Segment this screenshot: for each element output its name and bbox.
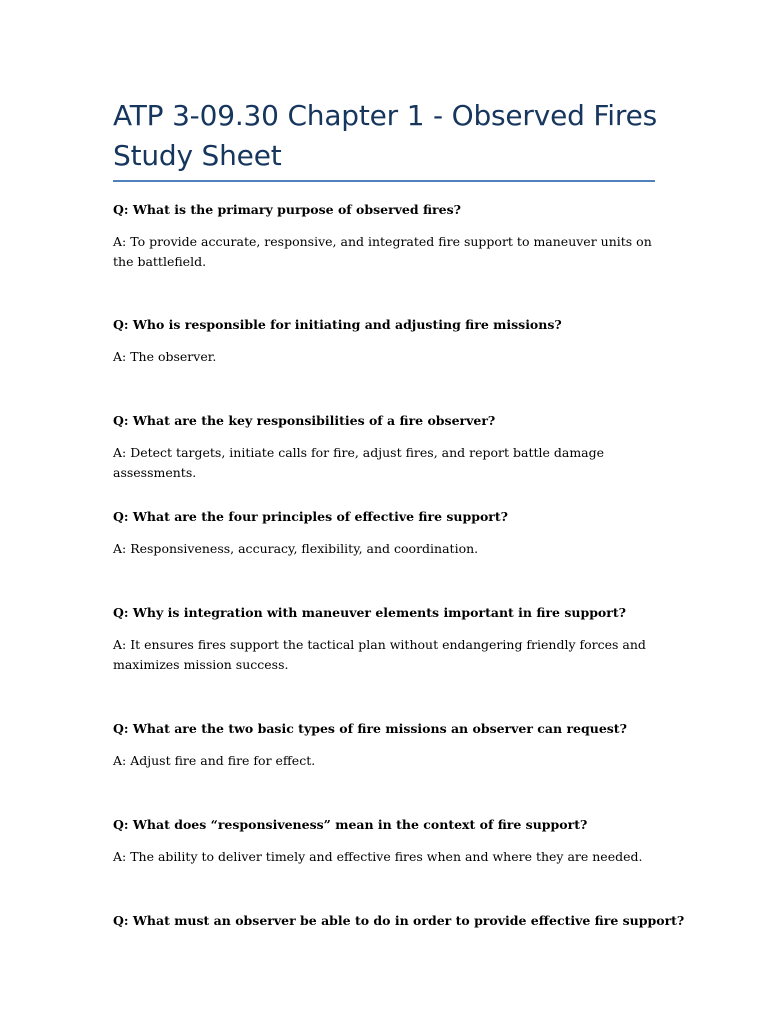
question: Q: What are the key responsibilities of a fire observer? <box>113 413 496 428</box>
qa-item <box>113 315 673 367</box>
question: Q: What are the two basic types of fire missions an observer can request? <box>113 721 627 736</box>
document-title: ATP 3-09.30 Chapter 1 - Observed Fires Study Sheet <box>113 99 657 172</box>
question: Q: What must an observer be able to do in order to provide effective fire support? <box>113 913 685 928</box>
qa-item <box>113 603 673 674</box>
answer: A: The observer. <box>113 349 217 364</box>
question: Q: Who is responsible for initiating and adjusting fire missions? <box>113 317 562 332</box>
qa-item <box>113 815 673 867</box>
question: Q: What is the primary purpose of observed fires? <box>113 202 461 217</box>
answer: A: To provide accurate, responsive, and integrated fire support to maneuver units on the battlefield. <box>113 234 652 269</box>
qa-item <box>113 719 673 771</box>
qa-item <box>113 507 673 559</box>
answer: A: Adjust fire and fire for effect. <box>113 753 316 768</box>
title-underline <box>113 180 655 182</box>
qa-item <box>113 200 673 271</box>
question: Q: What are the four principles of effective fire support? <box>113 509 508 524</box>
qa-item <box>113 411 673 482</box>
answer: A: Detect targets, initiate calls for fire, adjust fires, and report battle damage assessments. <box>113 445 605 480</box>
answer: A: The ability to deliver timely and effective fires when and where they are needed. <box>113 849 643 864</box>
answer: A: Responsiveness, accuracy, flexibility, and coordination. <box>113 541 479 556</box>
qa-item <box>113 911 685 931</box>
answer: A: It ensures fires support the tactical plan without endangering friendly forces and maximizes mission success. <box>113 637 646 672</box>
question: Q: What does “responsiveness” mean in the context of fire support? <box>113 817 588 832</box>
question: Q: Why is integration with maneuver elements important in fire support? <box>113 605 626 620</box>
